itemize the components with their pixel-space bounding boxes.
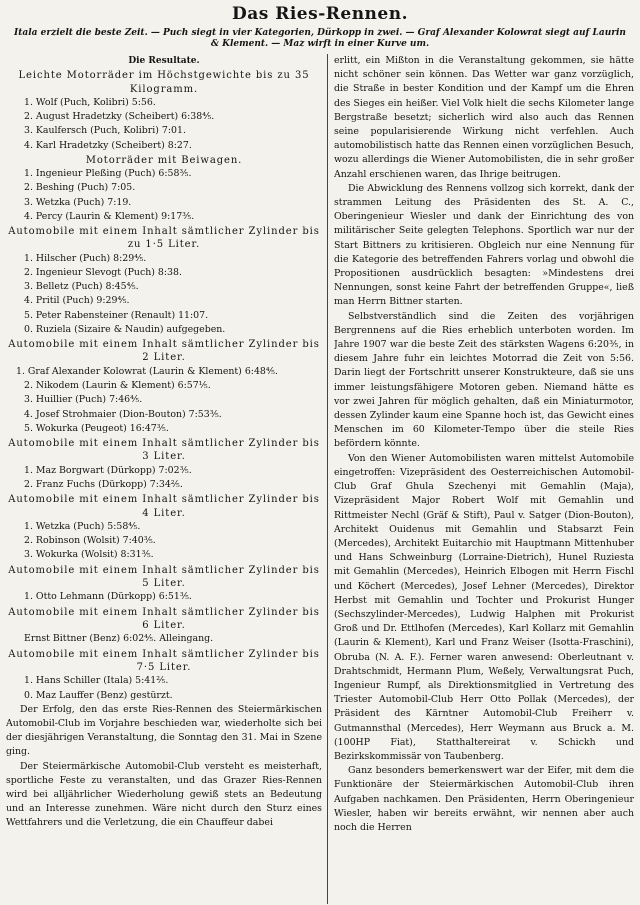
result-entry: 1. Hilscher (Puch) 8:29⅘. bbox=[24, 252, 147, 264]
result-entry: 4. Percy (Laurin & Klement) 9:17⅗. bbox=[24, 210, 195, 222]
category-title: Leichte Motorräder im Höchstgewichte bis zu 35 Kilogramm. bbox=[18, 70, 310, 95]
result-entry: 3. Kaulfersch (Puch, Kolibri) 7:01. bbox=[24, 125, 186, 137]
results-heading: Die Resultate. bbox=[128, 56, 200, 66]
article-subtitle: Itala erzielt die beste Zeit. — Puch siegt in vier Kategorien, Dürkopp in zwei. — Graf Alexander Kolowrat siegt auf Laurin & Klement. — Maz wirft in einer Kurve um. bbox=[14, 28, 626, 49]
result-entry: 1. Maz Borgwart (Dürkopp) 7:02⅗. bbox=[24, 464, 192, 476]
category-block bbox=[6, 493, 322, 562]
result-entry: 1. Graf Alexander Kolowrat (Laurin & Klement) 6:48⅘. bbox=[16, 365, 278, 377]
category-block bbox=[6, 225, 322, 337]
result-entry: 0. Ruziela (Sizaire & Naudin) aufgegeben. bbox=[24, 323, 226, 335]
result-entry: 0. Maz Lauffer (Benz) gestürzt. bbox=[24, 689, 173, 701]
result-entry: Ernst Bittner (Benz) 6:02⅘. Alleingang. bbox=[24, 633, 214, 645]
paragraph: Von den Wiener Automobilisten waren mittelst Automobile eingetroffen: Vizepräsident des Oesterreichischen Automobil-Club Graf Ghula Szechenyi mit Gemahlin (Maja), Vizepräsident Major Robert Wolf mit Gemahlin und Rittmeister Nechl (Gräf & Stift), Paul v. Satger (Dion-Bouton), Architekt Ouidenus mit Gemahlin und Stabsarzt Fein (Mercedes), Architekt Euitarchio mit Hauptmann Mittenhuber und Hans Schweinburg (Lorraine-Dietrich), Hunel Ruziesta mit Gemahlin (Mercedes), Heinrich Elbogen mit Herrn Fischl und Köchert (Mercedes), Josef Lehner (Mercedes), Direktor Herbst mit Gemahlin und Tochter und Prokurist Hunger (Sechszylinder-Mercedes), Ludwig Halphen mit Prokurist Groß und Dr. Ettlhofen (Mercedes), Karl Kollarz mit Gemahlin (Laurin & Klement), Karl und Franz Weiser (Isotta-Fraschini), Obruba (N. A. F.). Ferner waren anwesend: Oberleutnant v. Drahtschmidt, Hermann Plum, Weßely, Verwaltungsrat Puch, Ingenieur Rumpf, als Direktionsmitglied in Vertretung des Triester Automobil-Club Herr Otto Pollak (Mercedes), der Präsident des Kärntner Automobil-Club Freiherr v. Gutmannsthal (Mercedes), Herr Weymann aus Bruck a. M. (100HP Fiat), Statthaltereirat v. Schickh und Bezirkskommissär von Taubenberg. bbox=[334, 452, 634, 762]
category-title: Automobile mit einem Inhalt sämtlicher Zylinder bis 6 Liter. bbox=[8, 606, 320, 631]
result-entry: 2. Beshing (Puch) 7:05. bbox=[24, 182, 136, 194]
result-entry: 5. Peter Rabensteiner (Renault) 11:07. bbox=[24, 309, 209, 321]
category-title: Automobile mit einem Inhalt sämtlicher Zylinder bis 2 Liter. bbox=[8, 339, 320, 364]
result-entry: 4. Karl Hradetzky (Scheibert) 8:27. bbox=[24, 139, 192, 151]
category-title: Automobile mit einem Inhalt sämtlicher Zylinder bis 7·5 Liter. bbox=[8, 648, 320, 673]
article-columns bbox=[6, 54, 634, 904]
category-block bbox=[6, 69, 322, 153]
paragraph: erlitt, ein Mißton in die Veranstaltung gekommen, sie hätte nicht schöner sein können. Das Wetter war ganz vorzüglich, die Straße in bester Kondition und der Kampf um die Ehren des Sieges ein heißer. Viel Volk hielt die sechs Kilometer lange Bergstraße besetzt; sicherlich wird also auch das Rennen seine popularisierende Wirkung nicht verfehlen. Auch automobilistisch hatte das Rennen einen vorzüglichen Besuch, wozu allerdings die Wiener Automobilisten, die in sehr großer Anzahl erschienen waren, das Ihrige beitrugen. bbox=[334, 55, 634, 180]
category-block bbox=[6, 606, 322, 647]
result-entry: 1. Otto Lehmann (Dürkopp) 6:51⅗. bbox=[24, 591, 192, 603]
category-title: Motorräder mit Beiwagen. bbox=[85, 154, 243, 166]
result-entry: 4. Josef Strohmaier (Dion-Bouton) 7:53⅗. bbox=[24, 408, 222, 420]
category-title: Automobile mit einem Inhalt sämtlicher Zylinder bis zu 1·5 Liter. bbox=[8, 226, 320, 251]
result-entry: 1. Wetzka (Puch) 5:58⅘. bbox=[24, 520, 141, 532]
newspaper-page bbox=[6, 4, 634, 904]
category-block bbox=[6, 154, 322, 224]
category-block bbox=[6, 437, 322, 492]
category-block bbox=[6, 648, 322, 703]
result-entry: 2. August Hradetzky (Scheibert) 6:38⅘. bbox=[24, 111, 215, 123]
result-entry: 1. Wolf (Puch, Kolibri) 5:56. bbox=[24, 97, 156, 109]
result-entry: 1. Ingenieur Pleßing (Puch) 6:58⅗. bbox=[24, 168, 192, 180]
paragraph: Ganz besonders bemerkenswert war der Eifer, mit dem die Funktionäre der Steiermärkischen Automobil-Club ihren Aufgaben nachkamen. Den Präsidenten, Herrn Oberingenieur Wiesler, haben wir bereits erwähnt, wir nennen aber auch noch die Herren bbox=[334, 765, 634, 833]
result-entry: 2. Ingenieur Slevogt (Puch) 8:38. bbox=[24, 267, 182, 279]
result-entry: 4. Pritil (Puch) 9:29⅘. bbox=[24, 295, 130, 307]
left-column bbox=[6, 54, 322, 904]
article-title: Das Ries-Rennen. bbox=[231, 4, 409, 24]
category-block bbox=[6, 338, 322, 436]
column-divider bbox=[327, 54, 328, 904]
result-entry: 2. Nikodem (Laurin & Klement) 6:57⅕. bbox=[24, 380, 211, 392]
result-entry: 2. Robinson (Wolsit) 7:40⅗. bbox=[24, 535, 156, 547]
result-entry: 3. Belletz (Puch) 8:45⅘. bbox=[24, 281, 139, 293]
result-entry: 3. Wetzka (Puch) 7:19. bbox=[24, 196, 132, 208]
paragraph: Der Erfolg, den das erste Ries-Rennen des Steiermärkischen Automobil-Club im Vorjahre beschieden war, wiederholte sich bei der diesjährigen Veranstaltung, die Sonntag den 31. Mai in Szene ging. bbox=[6, 703, 322, 758]
paragraph: Die Abwicklung des Rennens vollzog sich korrekt, dank der strammen Leitung des Präsidenten des St. A. C., Oberingenieur Wiesler und dank der Einrichtung des von militärischer Seite gelegten Telephons. Sportlich war nur der Start Bittners zu kritisieren. Obgleich nur eine Nennung für die Kategorie des betreffenden Fahrers vorlag und obwohl die Propositionen ausdrücklich besagten: »Mindestens drei Nennungen, sonst keine Fahrt der betreffenden Gruppe«, ließ man Herrn Bittner starten. bbox=[334, 182, 634, 308]
right-column bbox=[334, 54, 634, 904]
paragraph: Selbstverständlich sind die Zeiten des vorjährigen Bergrennens auf die Ries erheblich unterboten worden. Im Jahre 1907 war die beste Zeit des stärksten Wagens 6:20⅗, in diesem Jahre fuhr ein leichtes Motorrad die Zeit von 5:56. Darin liegt der Fortschritt unserer Konstrukteure, daß sie uns immer leistungsfähigere Motoren geben. Niemand hätte es vor zwei Jahren für möglich gehalten, daß ein Miniaturmotor, dessen Zylinder kaum eine Spanne hoch ist, das Gewicht eines Menschen im 60 Kilometer-Tempo über die steile Ries befördern könnte. bbox=[334, 310, 634, 450]
paragraph: Der Steiermärkische Automobil-Club versteht es meisterhaft, sportliche Feste zu veranstalten, und das Grazer Ries-Rennen wird bei alljährlicher Wiederholung gewiß stets an Bedeutung und an Interesse zunehmen. Wäre nicht durch den Sturz eines Wettfahrers und die Verletzung, die ein Chauffeur dabei bbox=[6, 760, 322, 829]
result-entry: 5. Wokurka (Peugeot) 16:47⅗. bbox=[24, 422, 169, 434]
result-entry: 3. Huillier (Puch) 7:46⅘. bbox=[24, 394, 143, 406]
category-block bbox=[6, 564, 322, 605]
result-entry: 3. Wokurka (Wolsit) 8:31⅗. bbox=[24, 549, 154, 561]
result-entry: 2. Franz Fuchs (Dürkopp) 7:34⅖. bbox=[24, 478, 183, 490]
category-title: Automobile mit einem Inhalt sämtlicher Zylinder bis 5 Liter. bbox=[8, 564, 320, 589]
result-entry: 1. Hans Schiller (Itala) 5:41⅖. bbox=[24, 675, 169, 687]
category-title: Automobile mit einem Inhalt sämtlicher Zylinder bis 4 Liter. bbox=[8, 494, 320, 519]
category-title: Automobile mit einem Inhalt sämtlicher Zylinder bis 3 Liter. bbox=[8, 437, 320, 463]
